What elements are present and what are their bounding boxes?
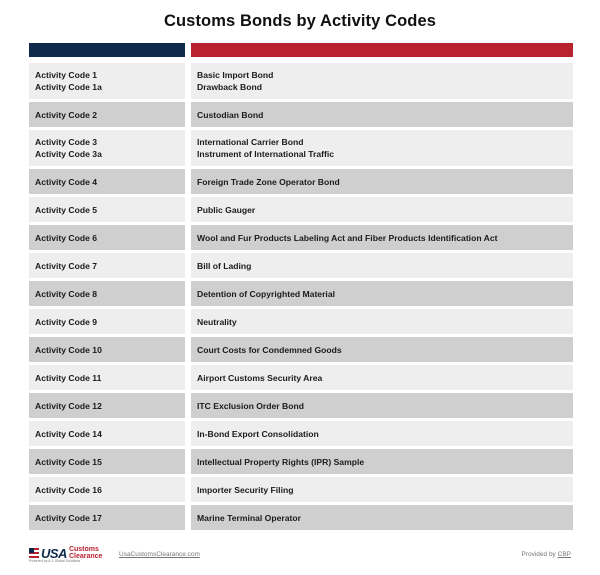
bond-type: Importer Security Filing (197, 484, 294, 495)
bond-type: Custodian Bond (197, 109, 264, 120)
activity-code-cell (29, 281, 185, 306)
activity-code: Activity Code 6 (35, 232, 98, 243)
activity-code: Activity Code 15 (35, 456, 102, 467)
activity-code: Activity Code 1a (35, 82, 102, 92)
bond-type: Neutrality (197, 316, 237, 327)
table-row (29, 337, 573, 362)
activity-code: Activity Code 17 (35, 512, 102, 523)
bond-type-cell (191, 253, 573, 278)
bond-type-cell (191, 102, 573, 127)
bond-type-cell (191, 169, 573, 194)
logo-usa-text: USA (41, 545, 67, 561)
logo-sub-line-2: Clearance (68, 553, 103, 560)
bond-type-cell (191, 477, 573, 502)
activity-code: Activity Code 10 (35, 344, 102, 355)
header-bar-right (191, 43, 573, 57)
activity-code: Activity Code 5 (35, 204, 98, 215)
logo-sub-text (69, 546, 102, 560)
activity-code: Activity Code 4 (35, 176, 98, 187)
table-row (29, 169, 573, 194)
activity-code-cell (29, 365, 185, 390)
bond-type: Drawback Bond (197, 82, 262, 92)
table-row (29, 477, 573, 502)
bond-type: In-Bond Export Consolidation (197, 428, 319, 439)
activity-code: Activity Code 16 (35, 484, 102, 495)
bond-type: Foreign Trade Zone Operator Bond (197, 176, 340, 187)
activity-code-cell (29, 421, 185, 446)
table-row (29, 225, 573, 250)
logo-tagline: Powered by A-1 Global Solutions (29, 559, 81, 563)
activity-code-cell (29, 169, 185, 194)
activity-code: Activity Code 11 (35, 372, 102, 383)
table-row (29, 197, 573, 222)
bond-type-cell (191, 130, 573, 166)
activity-code-cell (29, 337, 185, 362)
bond-type: Marine Terminal Operator (197, 512, 301, 523)
bond-type: Court Costs for Condemned Goods (197, 344, 342, 355)
flag-icon (29, 548, 39, 559)
activity-code-cell (29, 393, 185, 418)
bond-type: Instrument of International Traffic (197, 149, 335, 159)
activity-code-cell (29, 225, 185, 250)
activity-code-cell (29, 477, 185, 502)
website-link[interactable]: UsaCustomsClearance.com (119, 551, 200, 558)
table-row (29, 130, 573, 166)
table-row (29, 421, 573, 446)
bond-type-cell (191, 225, 573, 250)
bond-type-cell (191, 505, 573, 530)
bond-type: Bill of Lading (197, 260, 252, 271)
activity-code: Activity Code 2 (35, 109, 98, 120)
activity-code: Activity Code 12 (35, 400, 102, 411)
bond-type-cell (191, 421, 573, 446)
bond-type-cell (191, 63, 573, 99)
table-row (29, 505, 573, 530)
bond-type-cell (191, 365, 573, 390)
bond-type: International Carrier Bond (197, 137, 304, 147)
table-row (29, 281, 573, 306)
activity-code: Activity Code 7 (35, 260, 98, 271)
activity-code-cell (29, 197, 185, 222)
bond-type: Basic Import Bond (197, 70, 274, 80)
bond-type-cell (191, 309, 573, 334)
table-row (29, 393, 573, 418)
table-row (29, 253, 573, 278)
activity-code-cell (29, 102, 185, 127)
cbp-link[interactable]: CBP (557, 551, 571, 558)
table-row (29, 449, 573, 474)
activity-code-cell (29, 449, 185, 474)
bond-type: Airport Customs Security Area (197, 372, 323, 383)
activity-code: Activity Code 3 (35, 137, 98, 147)
bond-type: Public Gauger (197, 204, 256, 215)
bond-type: ITC Exclusion Order Bond (197, 400, 304, 411)
activity-code: Activity Code 3a (35, 149, 102, 159)
table-row (29, 365, 573, 390)
activity-code: Activity Code 14 (35, 428, 102, 439)
activity-code: Activity Code 8 (35, 288, 98, 299)
table-row (29, 63, 573, 99)
activity-code-table (29, 63, 573, 533)
activity-code-cell (29, 309, 185, 334)
logo-sub-line-1: Customs (68, 546, 99, 553)
activity-code-cell (29, 253, 185, 278)
bond-type: Detention of Copyrighted Material (197, 288, 335, 299)
bond-type-cell (191, 449, 573, 474)
activity-code-cell (29, 63, 185, 99)
activity-code: Activity Code 1 (35, 70, 98, 80)
table-row (29, 309, 573, 334)
table-row (29, 102, 573, 127)
bond-type: Intellectual Property Rights (IPR) Sample (197, 456, 365, 467)
bond-type-cell (191, 337, 573, 362)
page-title: Customs Bonds by Activity Codes (163, 12, 437, 30)
bond-type-cell (191, 393, 573, 418)
provided-by (521, 551, 571, 558)
header-bar-left (29, 43, 185, 57)
activity-code-cell (29, 130, 185, 166)
bond-type: Wool and Fur Products Labeling Act and Fiber Products Identification Act (197, 232, 498, 243)
activity-code-cell (29, 505, 185, 530)
bond-type-cell (191, 197, 573, 222)
provided-by-label: Provided by (521, 551, 556, 558)
bond-type-cell (191, 281, 573, 306)
activity-code: Activity Code 9 (35, 316, 98, 327)
